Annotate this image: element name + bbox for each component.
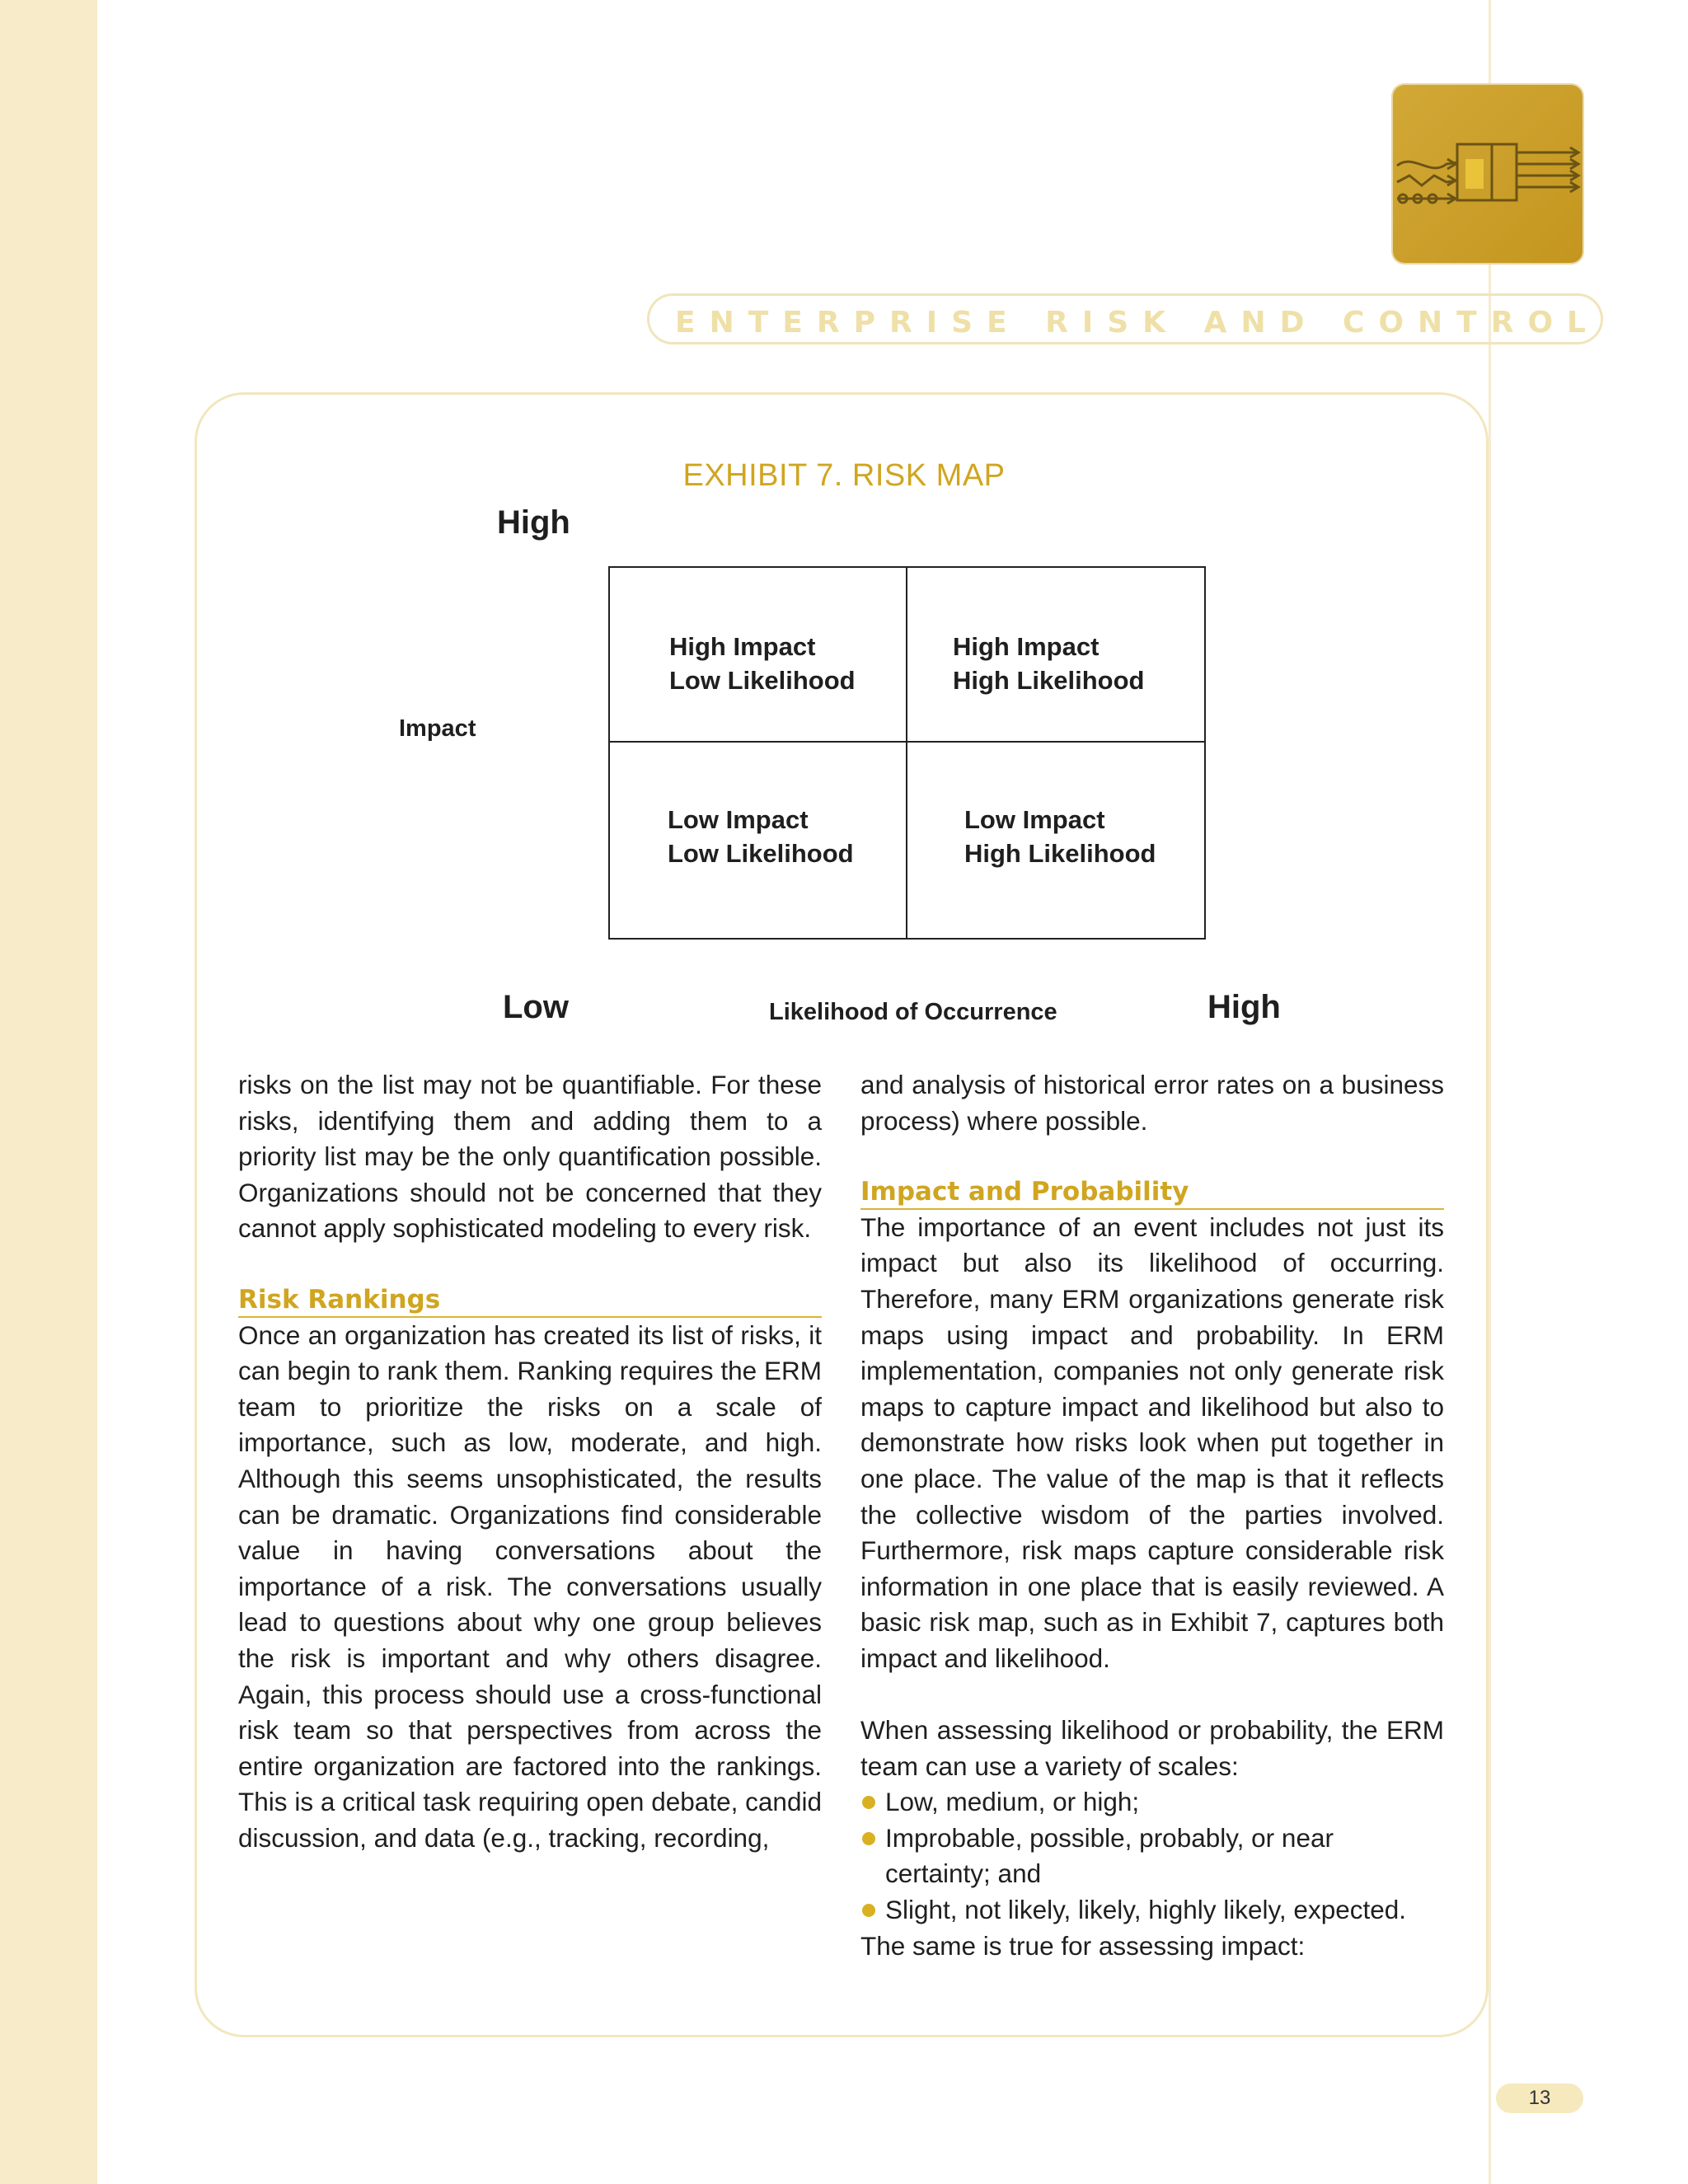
cell-high-impact-low-likelihood [669,630,856,697]
right-paragraph-1: and analysis of historical error rates on a business process) where possible. [860,1070,1444,1136]
grid-vertical-divider [906,568,907,938]
x-axis-high-label: High [1207,989,1281,1025]
cell-high-impact-high-likelihood [953,630,1145,697]
grid-horizontal-divider [610,741,1204,743]
left-paragraph-2: Once an organization has created its list of risks, it can begin to rank them. Ranking requires the ERM team to prioritize the risks on a scale of importance, such as low, moderate, and high. Although this seems unsophisticated, the results can be dramatic. Organizations find considerable value in having conversations about the importance of a risk. The conversations usually lead to questions about why one group believes the risk is important and why others disagree. Again, this process should use a cross-functional risk team so that perspectives from across the entire organization are factored into the rankings. This is a critical task requiring open debate, candid discussion, and data (e.g., tracking, recording, [238,1319,822,1853]
right-paragraph-2: The importance of an event includes not just its impact but also its likelihood of occurring. Therefore, many ERM organizations generate risk maps using impact and probability. In ERM implementation, companies not only generate risk maps to capture impact and likelihood but also to demonstrate how risks look when put together in one place. The value of the map is that it reflects the collective wisdom of the parties involved. Furthermore, risk maps capture considerable risk information in one place that is easily reviewed. A basic risk map, such as in Exhibit 7, captures both impact and likelihood. [860,1212,1444,1673]
risk-map-grid [608,566,1206,940]
page-number: 13 [1496,2083,1583,2113]
cell-line: High Impact [953,632,1100,661]
y-axis-title: Impact [399,715,476,742]
cell-low-impact-high-likelihood [964,803,1156,870]
left-text-column [238,1067,822,1856]
x-axis-low-label: Low [503,989,569,1025]
bullet-dot-icon [862,1904,875,1917]
section-header-title: ENTERPRISE RISK AND CONTROL [675,306,1600,340]
cell-line: Low Impact [668,805,809,834]
cell-line: High Impact [669,632,816,661]
list-item: Low, medium, or high; [860,1784,1444,1821]
impact-probability-heading: Impact and Probability [860,1175,1444,1210]
bullet-dot-icon [862,1796,875,1809]
section-header-banner [647,293,1603,344]
bullet-dot-icon [862,1832,875,1845]
right-text-column [860,1067,1444,1964]
cell-line: Low Likelihood [668,839,854,868]
left-margin-band [0,0,97,2184]
cell-line: High Likelihood [964,839,1156,868]
cell-line: High Likelihood [953,666,1145,695]
right-paragraph-3: When assessing likelihood or probability, the ERM team can use a variety of scales: [860,1715,1444,1781]
circuit-chip-icon [1393,85,1582,263]
list-item: Improbable, possible, probably, or near certainty; and [860,1821,1444,1892]
x-axis-title: Likelihood of Occurrence [769,999,1057,1025]
left-paragraph-1: risks on the list may not be quantifiable. For these risks, identifying them and adding them to a priority list may be the only quantification possible. Organizations should not be concerned that they cannot apply sophisticated modeling to every risk. [238,1070,822,1244]
list-item: Slight, not likely, likely, highly likely, expected. [860,1892,1444,1929]
risk-rankings-heading: Risk Rankings [238,1283,822,1318]
y-axis-high-label: High [497,504,570,541]
cell-low-impact-low-likelihood [668,803,854,870]
cell-line: Low Likelihood [669,666,856,695]
right-paragraph-4: The same is true for assessing impact: [860,1930,1306,1961]
exhibit-title: EXHIBIT 7. RISK MAP [682,458,1006,493]
cell-line: Low Impact [964,805,1105,834]
